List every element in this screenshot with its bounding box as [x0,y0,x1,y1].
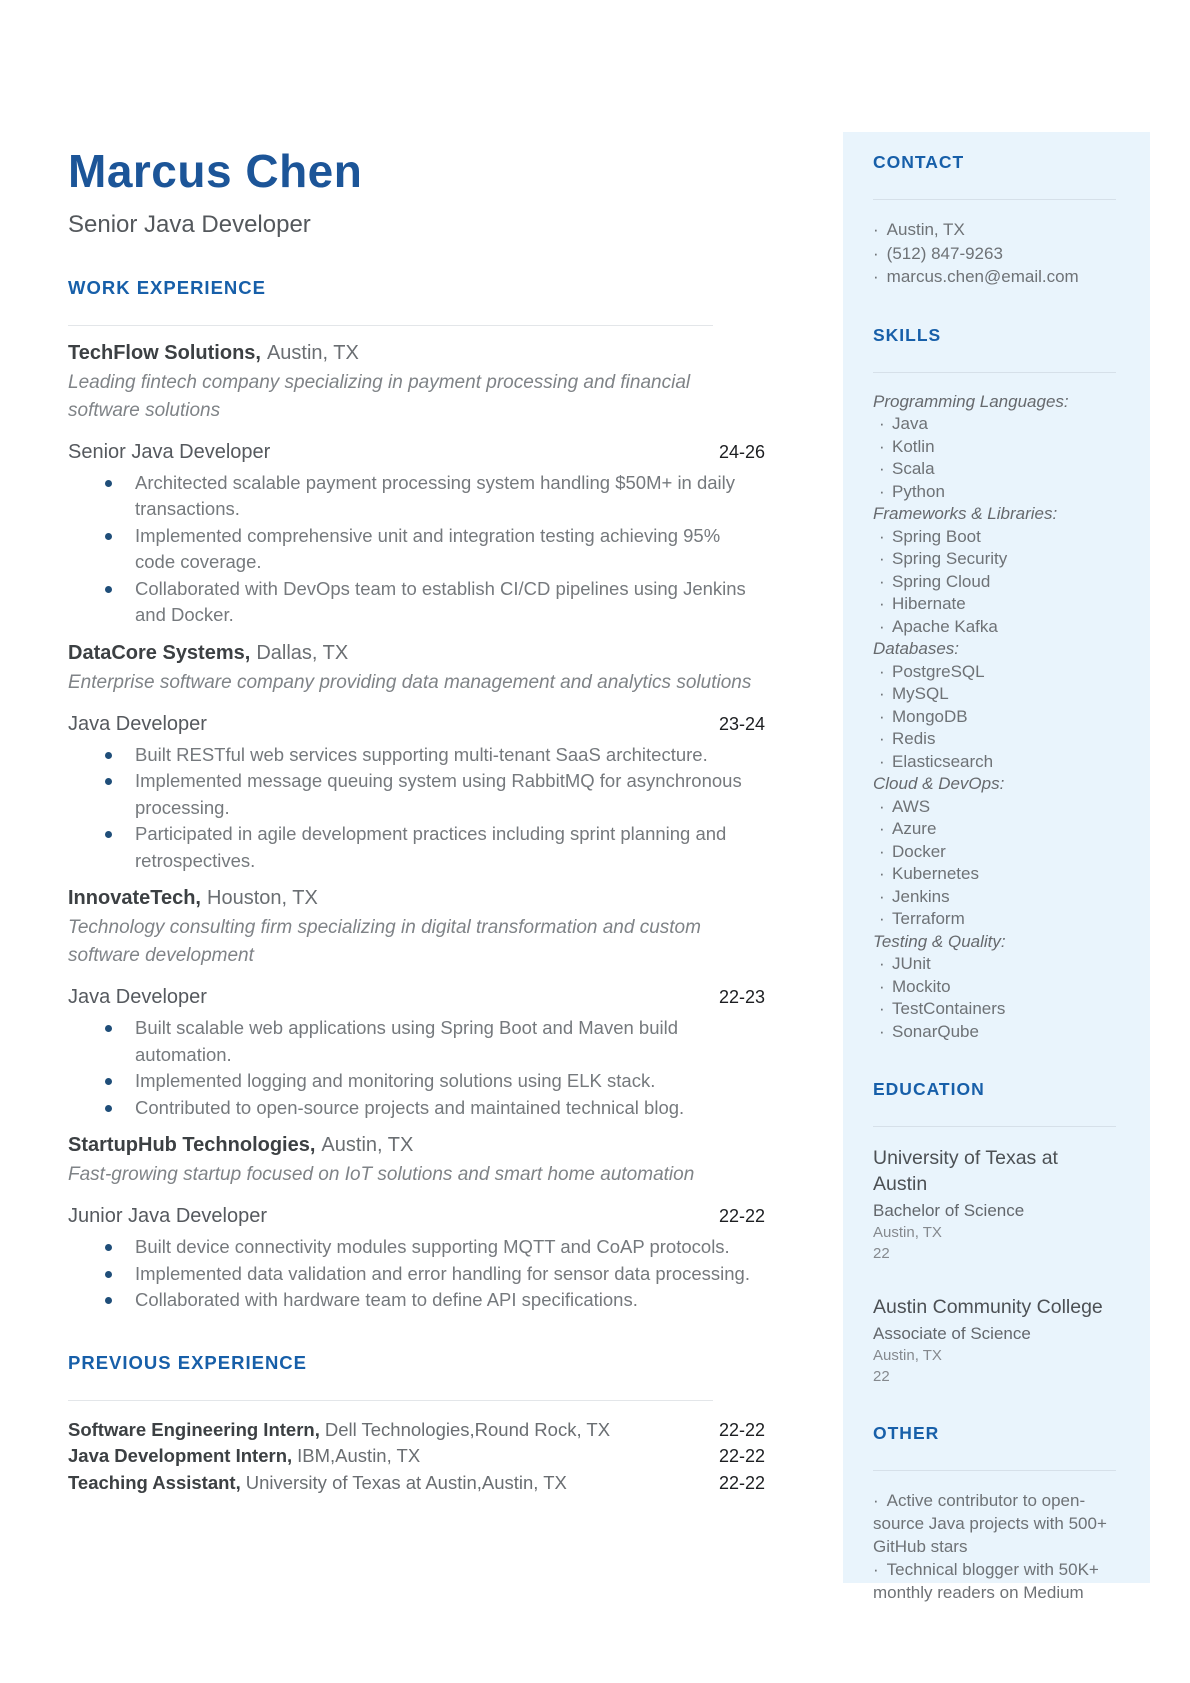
skill-item: · AWS [873,796,1116,819]
education-location: Austin, TX [873,1224,942,1241]
previous-role-dates: 22-22 [718,1419,765,1440]
skill-item: · Spring Boot [873,526,1116,549]
company-description: Enterprise software company providing data management and analytics solutions [68,671,752,693]
skills-heading: SKILLS [873,324,942,345]
company-location: Austin, TX [266,341,359,364]
skill-item: · Elasticsearch [873,751,1116,774]
skill-item: · Spring Cloud [873,571,1116,594]
experience-bullet: Implemented comprehensive unit and integration testing achieving 95% code coverage. [68,523,765,576]
skill-category: Programming Languages: [873,391,1069,411]
previous-experience-row [68,1470,765,1497]
skill-category: Frameworks & Libraries: [873,504,1058,523]
role-title: Java Developer [68,986,207,1009]
skill-item: · Apache Kafka [873,616,1116,639]
skill-item: · Terraform [873,908,1116,931]
other-item: · Technical blogger with 50K+ monthly readers on Medium [873,1558,1116,1604]
role-dates: 24-26 [718,441,765,462]
role-row [68,713,765,736]
sidebar-divider [873,199,1116,200]
role-bullet-list [68,1234,765,1314]
other-item: · Active contributor to open-source Java projects with 500+ GitHub stars [873,1489,1116,1558]
skill-item: · MongoDB [873,706,1116,729]
skill-item: · Spring Security [873,548,1116,571]
other-list [873,1489,1116,1604]
role-dates: 22-22 [718,1206,765,1227]
previous-role-details: IBM,Austin, TX [297,1445,421,1467]
company-line [68,884,765,912]
role-bullet-list [68,742,765,875]
role-row [68,1205,765,1228]
skill-item: · SonarQube [873,1021,1116,1044]
skill-item: · Java [873,413,1116,436]
contact-heading: CONTACT [873,152,965,172]
section-divider [68,325,713,326]
experience-bullet: Participated in agile development practices including sprint planning and retrospectives. [68,821,765,874]
company-name: InnovateTech, [68,887,201,910]
sidebar-divider [873,1470,1116,1471]
experience-bullet: Built RESTful web services supporting multi-tenant SaaS architecture. [68,742,765,769]
skill-item: · Jenkins [873,886,1116,909]
contact-item: · (512) 847-9263 [873,242,1116,266]
company-entry [68,884,765,1121]
skill-item: · TestContainers [873,998,1116,1021]
company-location: Houston, TX [207,887,318,910]
company-entry [68,1131,765,1314]
skills-list [873,391,1116,1044]
experience-bullet: Collaborated with hardware team to define API specifications. [68,1287,765,1314]
company-description: Technology consulting firm specializing in digital transformation and custom software development [68,917,701,967]
education-degree: Associate of Science [873,1324,1031,1343]
sidebar [843,132,1150,1602]
previous-role-title: Teaching Assistant, [68,1471,241,1493]
education-school: University of Texas at Austin [873,1147,1058,1195]
previous-role-dates: 22-22 [718,1472,765,1493]
education-location: Austin, TX [873,1347,942,1364]
previous-experience-row [68,1417,765,1444]
skill-item: · Python [873,481,1116,504]
other-section [873,1423,1116,1604]
company-line [68,639,765,667]
previous-experience-heading: PREVIOUS EXPERIENCE [68,1351,308,1373]
education-year: 22 [873,1368,890,1385]
role-dates: 23-24 [718,713,765,734]
role-title: Java Developer [68,712,207,735]
role-bullet-list [68,1015,765,1121]
experience-bullet: Implemented data validation and error handling for sensor data processing. [68,1261,765,1288]
role-title: Senior Java Developer [68,440,271,463]
company-location: Austin, TX [321,1134,414,1157]
company-entry [68,639,765,875]
education-entry [873,1145,1116,1264]
skill-category: Cloud & DevOps: [873,774,1005,793]
skill-category: Databases: [873,639,959,658]
company-description: Fast-growing startup focused on IoT solutions and smart home automation [68,1164,695,1186]
skill-item: · Redis [873,728,1116,751]
skill-item: · Scala [873,458,1116,481]
previous-role-line [68,1443,420,1469]
main-column [68,146,765,1496]
skill-item: · JUnit [873,953,1116,976]
skill-item: · Kubernetes [873,863,1116,886]
work-experience-heading: WORK EXPERIENCE [68,276,266,298]
previous-role-title: Software Engineering Intern, [68,1418,320,1440]
contact-list [873,218,1116,289]
education-degree: Bachelor of Science [873,1201,1025,1220]
experience-bullet: Built scalable web applications using Spring Boot and Maven build automation. [68,1015,765,1068]
experience-bullet: Implemented logging and monitoring solutions using ELK stack. [68,1068,765,1095]
contact-item: · marcus.chen@email.com [873,265,1116,289]
education-year: 22 [873,1245,890,1262]
contact-item: · Austin, TX [873,218,1116,242]
education-heading: EDUCATION [873,1079,985,1099]
company-name: TechFlow Solutions, [68,341,261,364]
previous-role-details: University of Texas at Austin,Austin, TX [245,1471,567,1493]
previous-role-line [68,1417,610,1443]
role-row [68,986,765,1009]
experience-bullet: Built device connectivity modules supporting MQTT and CoAP protocols. [68,1234,765,1261]
role-dates: 22-23 [718,987,765,1008]
education-entry [873,1294,1116,1387]
person-name: Marcus Chen [68,145,363,197]
skills-section [873,325,1116,1044]
company-name: DataCore Systems, [68,641,251,664]
previous-experience-list [68,1417,765,1497]
experience-bullet: Contributed to open-source projects and maintained technical blog. [68,1095,765,1122]
previous-experience-row [68,1443,765,1470]
education-list [873,1145,1116,1387]
sidebar-divider [873,372,1116,373]
previous-role-details: Dell Technologies,Round Rock, TX [324,1418,611,1440]
skill-item: · Docker [873,841,1116,864]
skill-item: · Azure [873,818,1116,841]
skill-category: Testing & Quality: [873,931,1006,951]
company-location: Dallas, TX [256,641,349,664]
person-job-title: Senior Java Developer [68,210,311,238]
company-line [68,339,765,367]
experience-bullet: Architected scalable payment processing system handling $50M+ in daily transactions. [68,470,765,523]
experience-bullet: Collaborated with DevOps team to establish CI/CD pipelines using Jenkins and Docker. [68,576,765,629]
role-row [68,441,765,464]
skill-item: · MySQL [873,683,1116,706]
skill-item: · Hibernate [873,593,1116,616]
section-divider [68,1400,713,1401]
sidebar-divider [873,1126,1116,1127]
education-section [873,1079,1116,1387]
company-line [68,1131,765,1159]
previous-role-title: Java Development Intern, [68,1445,293,1467]
other-heading: OTHER [873,1423,940,1443]
education-school: Austin Community College [873,1296,1103,1318]
skill-item: · PostgreSQL [873,661,1116,684]
company-description: Leading fintech company specializing in payment processing and financial software solutions [68,371,691,421]
skill-item: · Mockito [873,976,1116,999]
role-bullet-list [68,470,765,629]
experience-bullet: Implemented message queuing system using RabbitMQ for asynchronous processing. [68,768,765,821]
contact-section [873,152,1116,289]
skill-item: · Kotlin [873,436,1116,459]
company-entry [68,339,765,629]
work-experience-list [68,339,765,1314]
previous-role-line [68,1470,567,1496]
previous-role-dates: 22-22 [718,1446,765,1467]
company-name: StartupHub Technologies, [68,1134,316,1157]
role-title: Junior Java Developer [68,1205,267,1228]
